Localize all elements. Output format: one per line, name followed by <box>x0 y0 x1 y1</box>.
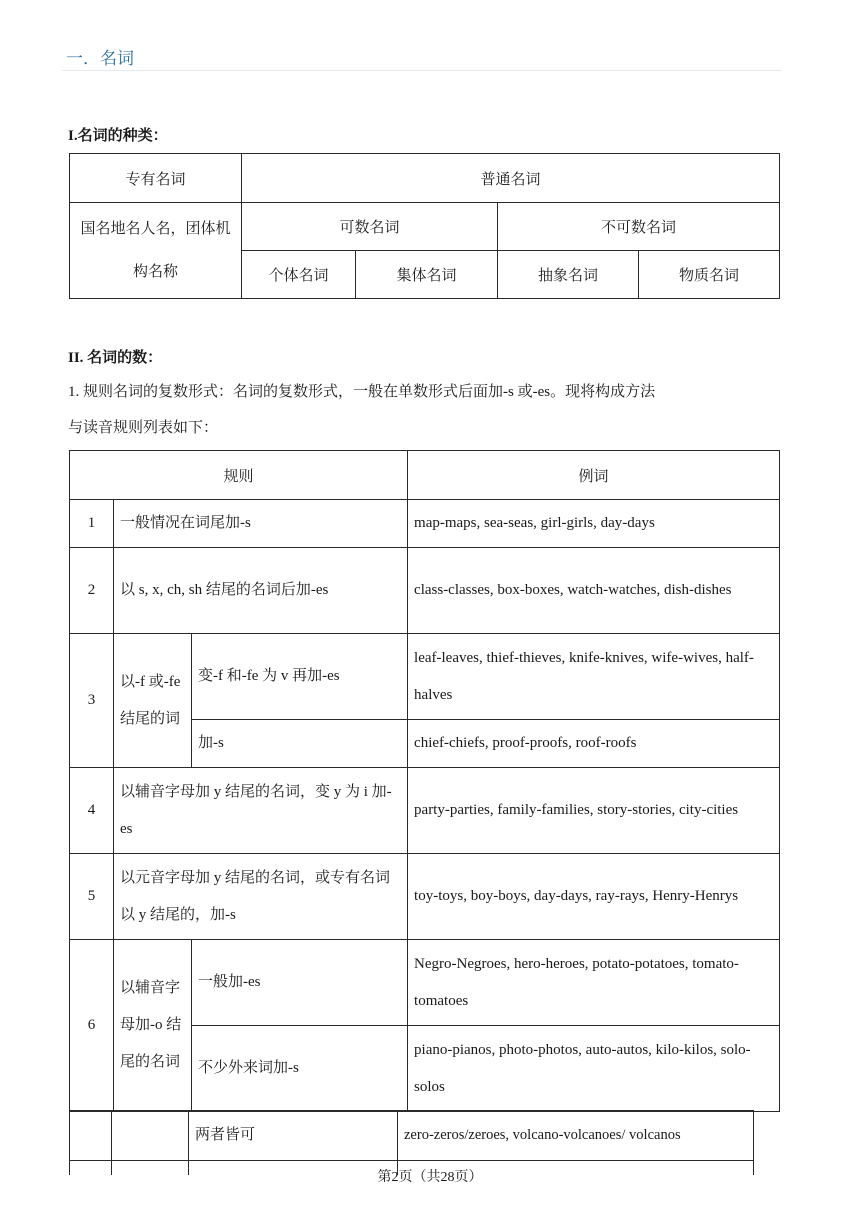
table-row <box>70 634 780 720</box>
page-footer: 第2页（共28页） <box>377 1170 483 1185</box>
continuation-table <box>69 1110 754 1175</box>
row-number: 5 <box>70 854 114 940</box>
plural-rules-table <box>69 450 780 1112</box>
rule-category: 以辅音字母加-o 结尾的名词 <box>114 940 192 1112</box>
rule-column-header: 规则 <box>70 451 408 500</box>
sub-rule-text: 加-s <box>192 720 408 768</box>
table-row <box>70 768 780 854</box>
common-noun-header: 普通名词 <box>242 154 780 203</box>
noun-number-heading: II. 名词的数： <box>68 350 163 366</box>
rule-text: 以辅音字母加 y 结尾的名词，变 y 为 i 加-es <box>114 768 408 854</box>
sub-rule-text: 两者皆可 <box>189 1111 398 1161</box>
table-row <box>70 1111 754 1161</box>
example-text: Negro-Negroes, hero-heroes, potato-potatoes, tomato-tomatoes <box>408 940 780 1026</box>
example-text: chief-chiefs, proof-proofs, roof-roofs <box>408 720 780 768</box>
abstract-noun: 抽象名词 <box>498 251 639 299</box>
sub-rule-text: 一般加-es <box>192 940 408 1026</box>
example-text: toy-toys, boy-boys, day-days, ray-rays, Henry-Henrys <box>408 854 780 940</box>
uncountable-noun-header: 不可数名词 <box>498 203 780 251</box>
example-text: class-classes, box-boxes, watch-watches, dish-dishes <box>408 548 780 634</box>
noun-types-table <box>69 153 780 299</box>
rule-category: 以-f 或-fe 结尾的词 <box>114 634 192 768</box>
rule-text: 以元音字母加 y 结尾的名词，或专有名词以 y 结尾的，加-s <box>114 854 408 940</box>
empty-cell <box>112 1111 189 1161</box>
example-column-header: 例词 <box>408 451 780 500</box>
row-number: 1 <box>70 500 114 548</box>
table-row <box>70 940 780 1026</box>
sub-rule-text: 变-f 和-fe 为 v 再加-es <box>192 634 408 720</box>
example-text: zero-zeros/zeroes, volcano-volcanoes/ volcanos <box>398 1111 754 1161</box>
example-text: party-parties, family-families, story-stories, city-cities <box>408 768 780 854</box>
collective-noun: 集体名词 <box>356 251 498 299</box>
row-number: 4 <box>70 768 114 854</box>
table-row <box>70 548 780 634</box>
empty-cell <box>70 1111 112 1161</box>
rule-text: 以 s, x, ch, sh 结尾的名词后加-es <box>114 548 408 634</box>
rule-text: 一般情况在词尾加-s <box>114 500 408 548</box>
example-text: piano-pianos, photo-photos, auto-autos, kilo-kilos, solo-solos <box>408 1026 780 1112</box>
row-number: 3 <box>70 634 114 768</box>
row-number: 6 <box>70 940 114 1112</box>
noun-types-heading: I.名词的种类： <box>68 128 168 144</box>
individual-noun: 个体名词 <box>242 251 356 299</box>
table-row <box>70 854 780 940</box>
table-row <box>70 500 780 548</box>
intro-line-2: 与读音规则列表如下： <box>68 420 219 436</box>
material-noun: 物质名词 <box>639 251 780 299</box>
intro-line-1: 1. 规则名词的复数形式：名词的复数形式，一般在单数形式后面加-s 或-es。现将构成方法 <box>68 384 656 400</box>
sub-rule-text: 不少外来词加-s <box>192 1026 408 1112</box>
countable-noun-header: 可数名词 <box>242 203 498 251</box>
proper-noun-description: 国名地名人名，团体机构名称 <box>70 203 242 299</box>
title-divider <box>62 70 782 71</box>
section-title: 一．名词 <box>66 49 134 69</box>
example-text: leaf-leaves, thief-thieves, knife-knives, wife-wives, half-halves <box>408 634 780 720</box>
row-number: 2 <box>70 548 114 634</box>
proper-noun-header: 专有名词 <box>70 154 242 203</box>
example-text: map-maps, sea-seas, girl-girls, day-days <box>408 500 780 548</box>
